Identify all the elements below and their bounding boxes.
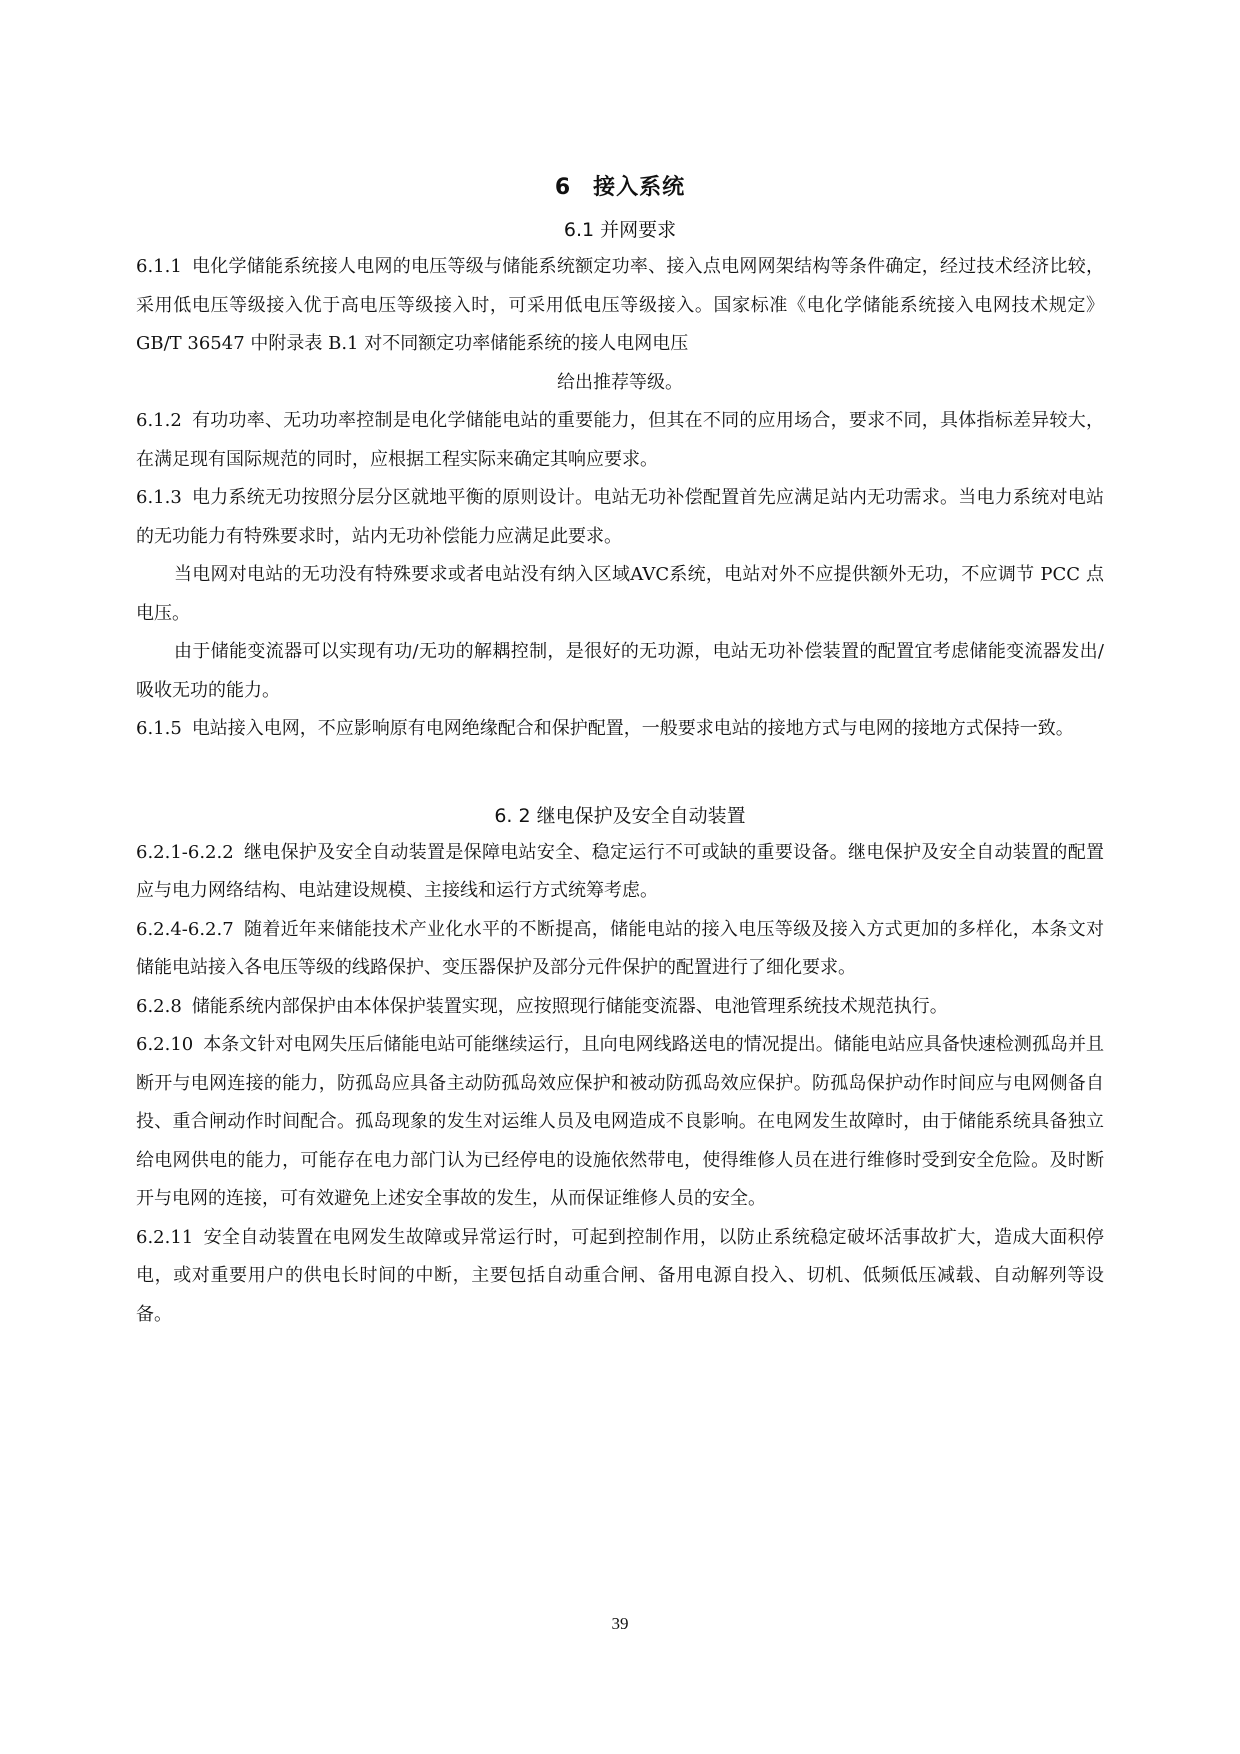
clause-6-1-3-para-3: 由于储能变流器可以实现有功/无功的解耦控制，是很好的无功源，电站无功补偿装置的配置宜考虑储能变流器发出/吸收无功的能力。: [136, 641, 1104, 701]
clause-text: 本条文针对电网失压后储能电站可能继续运行，且向电网线路送电的情况提出。储能电站应具备快速检测孤岛并且断开与电网连接的能力，防孤岛应具备主动防孤岛效应保护和被动防孤岛效应保护。防孤岛保护动作时间应与电网侧备自投、重合闸动作时间配合。孤岛现象的发生对运维人员及电网造成不良影响。在电网发生故障时，由于储能系统具备独立给电网供电的能力，可能存在电力部门认为已经停电的设施依然带电，使得维修人员在进行维修时受到安全危险。及时断开与电网的连接，可有效避免上述安全事故的发生，从而保证维修人员的安全。: [136, 1034, 1104, 1209]
clause-text: 随着近年来储能技术产业化水平的不断提高，储能电站的接入电压等级及接入方式更加的多样化，本条文对储能电站接入各电压等级的线路保护、变压器保护及部分元件保护的配置进行了细化要求。: [136, 918, 1104, 978]
chapter-heading: [136, 170, 1104, 201]
clause-number: 6.2.4-6.2.7: [136, 918, 234, 940]
clause-6-2-10: [136, 1026, 1104, 1219]
section-heading-6-2: 6. 2 继电保护及安全自动装置: [494, 804, 746, 827]
clause-6-1-3: [136, 479, 1104, 556]
clause-text: 安全自动装置在电网发生故障或异常运行时，可起到控制作用，以防止系统稳定破坏活事故扩大，造成大面积停电，或对重要用户的供电长时间的中断，主要包括自动重合闸、备用电源自投入、切机、低频低压减载、自动解列等设备。: [136, 1226, 1104, 1325]
clause-6-1-1-tail: 给出推荐等级。: [557, 371, 683, 393]
clause-number: 6.1.2: [136, 410, 182, 431]
clause-number: 6.1.5: [136, 718, 182, 739]
clause-number: 6.2.1-6.2.2: [136, 841, 234, 863]
section-heading-6-1: 6.1 并网要求: [563, 219, 677, 241]
clause-6-2-11: [136, 1219, 1104, 1335]
page-content: [136, 170, 1104, 1334]
chapter-number: 6: [554, 175, 572, 200]
clause-text: 储能系统内部保护由本体保护装置实现，应按照现行储能变流器、电池管理系统技术规范执行。: [191, 995, 948, 1017]
clause-6-2-4-to-6-2-7: [136, 911, 1104, 988]
clause-6-1-5: [136, 710, 1104, 749]
clause-text: 电站接入电网，不应影响原有电网绝缘配合和保护配置，一般要求电站的接地方式与电网的接地方式保持一致。: [191, 718, 1074, 739]
page-number: 39: [611, 1614, 629, 1633]
clause-number: 6.1.3: [136, 487, 182, 508]
clause-6-2-1-to-6-2-2: [136, 834, 1104, 911]
clause-text: 继电保护及安全自动装置是保障电站安全、稳定运行不可或缺的重要设备。继电保护及安全自动装置的配置应与电力网络结构、电站建设规模、主接线和运行方式统筹考虑。: [136, 841, 1104, 901]
clause-number: 6.2.10: [136, 1034, 194, 1055]
clause-text: 电力系统无功按照分层分区就地平衡的原则设计。电站无功补偿配置首先应满足站内无功需求。当电力系统对电站的无功能力有特殊要求时，站内无功补偿能力应满足此要求。: [136, 487, 1104, 547]
chapter-title: 接入系统: [593, 175, 686, 200]
clause-text: 电化学储能系统接人电网的电压等级与储能系统额定功率、接入点电网网架结构等条件确定，经过技术经济比较，采用低电压等级接入优于高电压等级接入时，可采用低电压等级接入。国家标准《电化学储能系统接入电网技术规定》GB/T 36547 中附录表 B.1 对不同额定功率储能系统的接人电网电压: [136, 256, 1104, 354]
clause-number: 6.2.11: [136, 1226, 194, 1248]
clause-6-2-8: [136, 988, 1104, 1027]
clause-number: 6.2.8: [136, 995, 182, 1017]
clause-6-1-2: [136, 402, 1104, 479]
clause-6-1-1: [136, 248, 1104, 364]
clause-6-1-3-para-2: 当电网对电站的无功没有特殊要求或者电站没有纳入区域AVC系统，电站对外不应提供额外无功，不应调节 PCC 点电压。: [136, 564, 1104, 624]
clause-number: 6.1.1: [136, 256, 182, 277]
clause-text: 有功功率、无功功率控制是电化学储能电站的重要能力，但其在不同的应用场合，要求不同，具体指标差异较大，在满足现有国际规范的同时，应根据工程实际来确定其响应要求。: [136, 410, 1104, 470]
